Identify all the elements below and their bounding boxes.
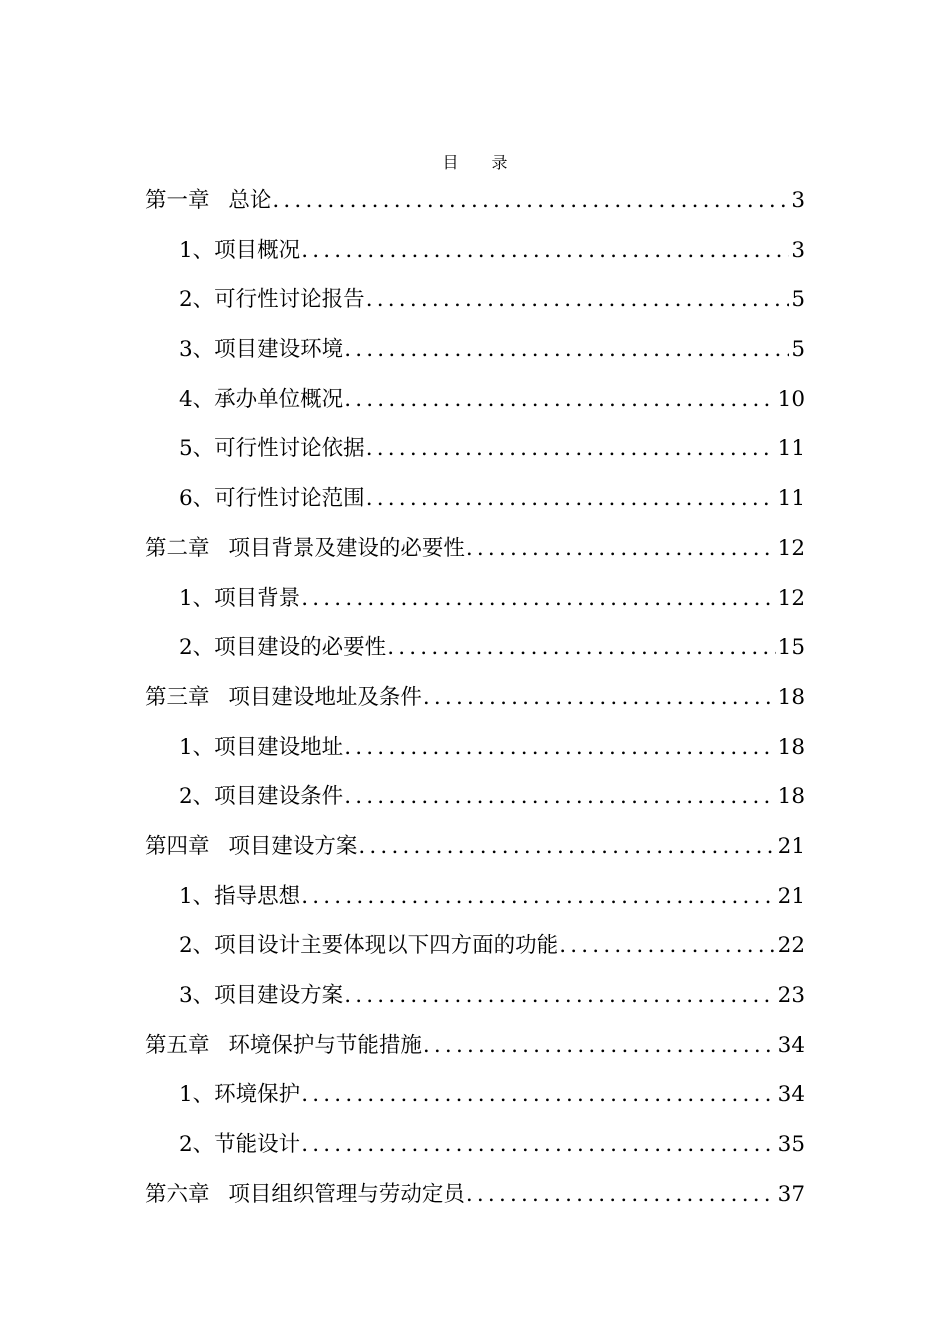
toc-entry-text: 第四章 项目建设方案 [145, 833, 358, 859]
toc-leader-dots [466, 524, 776, 574]
toc-page-number: 21 [777, 833, 805, 859]
toc-page-number: 12 [777, 535, 805, 561]
toc-page-number: 18 [777, 734, 805, 760]
toc-entry-text: 第三章 项目建设地址及条件 [145, 684, 422, 710]
toc-entry-text: 4、承办单位概况 [179, 386, 344, 412]
toc-leader-dots [344, 772, 775, 822]
toc-entry-text: 1、项目建设地址 [179, 734, 344, 760]
toc-entry-text: 1、环境保护 [179, 1082, 301, 1108]
toc-entry-text: 1、指导思想 [179, 883, 301, 909]
toc-page-number: 37 [777, 1181, 805, 1207]
toc-entry-text: 2、可行性讨论报告 [179, 287, 365, 313]
toc-leader-dots [301, 226, 789, 276]
toc-leader-dots [387, 623, 775, 673]
toc-page-number: 11 [777, 436, 805, 462]
toc-entry-section[interactable] [145, 921, 805, 971]
toc-entry-text: 6、可行性讨论范围 [179, 486, 365, 512]
toc-entry-chapter-3[interactable] [145, 673, 805, 723]
table-of-contents [145, 176, 805, 1219]
toc-leader-dots [344, 723, 775, 773]
toc-page-number: 5 [791, 337, 805, 363]
toc-entry-text: 第六章 项目组织管理与劳动定员 [145, 1181, 465, 1207]
toc-page-number: 35 [777, 1132, 805, 1158]
toc-entry-chapter-5[interactable] [145, 1021, 805, 1071]
toc-page-number: 11 [777, 486, 805, 512]
toc-leader-dots [301, 1120, 775, 1170]
toc-leader-dots [466, 1170, 776, 1220]
toc-entry-chapter-6[interactable] [145, 1170, 805, 1220]
toc-leader-dots [344, 375, 775, 425]
toc-entry-section[interactable] [145, 623, 805, 673]
toc-entry-text: 2、项目建设条件 [179, 784, 344, 810]
toc-entry-text: 3、项目建设方案 [179, 983, 344, 1008]
toc-page-number: 10 [777, 386, 805, 412]
toc-entry-text: 5、可行性讨论依据 [179, 436, 365, 462]
toc-leader-dots [423, 1021, 776, 1071]
toc-entry-text: 第五章 环境保护与节能措施 [145, 1032, 422, 1058]
toc-leader-dots [272, 176, 789, 226]
toc-entry-text: 2、项目设计主要体现以下四方面的功能 [179, 933, 559, 959]
toc-leader-dots [344, 325, 789, 375]
toc-page-number: 12 [777, 585, 805, 611]
toc-entry-text: 2、项目建设的必要性 [179, 635, 387, 661]
toc-entry-section[interactable] [145, 574, 805, 624]
toc-entry-text: 2、节能设计 [179, 1132, 301, 1158]
toc-entry-section[interactable] [145, 375, 805, 425]
toc-leader-dots [358, 822, 775, 872]
toc-entry-section[interactable] [145, 226, 805, 276]
toc-entry-section[interactable] [145, 772, 805, 822]
toc-entry-section[interactable] [145, 325, 805, 375]
toc-entry-text: 第二章 项目背景及建设的必要性 [145, 535, 465, 561]
toc-entry-chapter-1[interactable] [145, 176, 805, 226]
toc-page-number: 34 [777, 1082, 805, 1108]
toc-leader-dots [366, 474, 776, 524]
toc-page-number: 5 [791, 287, 805, 313]
toc-entry-section[interactable] [145, 275, 805, 325]
toc-entry-section[interactable] [145, 872, 805, 922]
toc-leader-dots [344, 971, 775, 1021]
toc-leader-dots [301, 574, 775, 624]
toc-entry-chapter-4[interactable] [145, 822, 805, 872]
toc-page-number: 3 [791, 188, 805, 213]
toc-page-number: 22 [777, 933, 805, 959]
toc-page-number: 18 [777, 684, 805, 710]
toc-page-number: 15 [777, 635, 805, 661]
toc-leader-dots [301, 872, 775, 922]
toc-entry-section[interactable] [145, 971, 805, 1021]
toc-page-number: 3 [791, 237, 805, 263]
toc-leader-dots [559, 921, 775, 971]
toc-leader-dots [366, 275, 790, 325]
toc-entry-section[interactable] [145, 474, 805, 524]
toc-leader-dots [366, 424, 776, 474]
toc-entry-section[interactable] [145, 1120, 805, 1170]
toc-page-number: 23 [777, 983, 805, 1008]
toc-entry-chapter-2[interactable] [145, 524, 805, 574]
toc-leader-dots [423, 673, 776, 723]
toc-entry-text: 1、项目背景 [179, 585, 301, 611]
toc-entry-text: 3、项目建设环境 [179, 337, 344, 363]
toc-entry-section[interactable] [145, 424, 805, 474]
toc-entry-section[interactable] [145, 1070, 805, 1120]
toc-entry-text: 1、项目概况 [179, 237, 301, 263]
toc-entry-section[interactable] [145, 723, 805, 773]
toc-page-number: 18 [777, 784, 805, 810]
toc-entry-text: 第一章 总论 [145, 188, 272, 213]
toc-page-number: 21 [777, 883, 805, 909]
toc-leader-dots [301, 1070, 775, 1120]
toc-page-number: 34 [777, 1032, 805, 1058]
toc-title: 目 录 [442, 153, 522, 172]
